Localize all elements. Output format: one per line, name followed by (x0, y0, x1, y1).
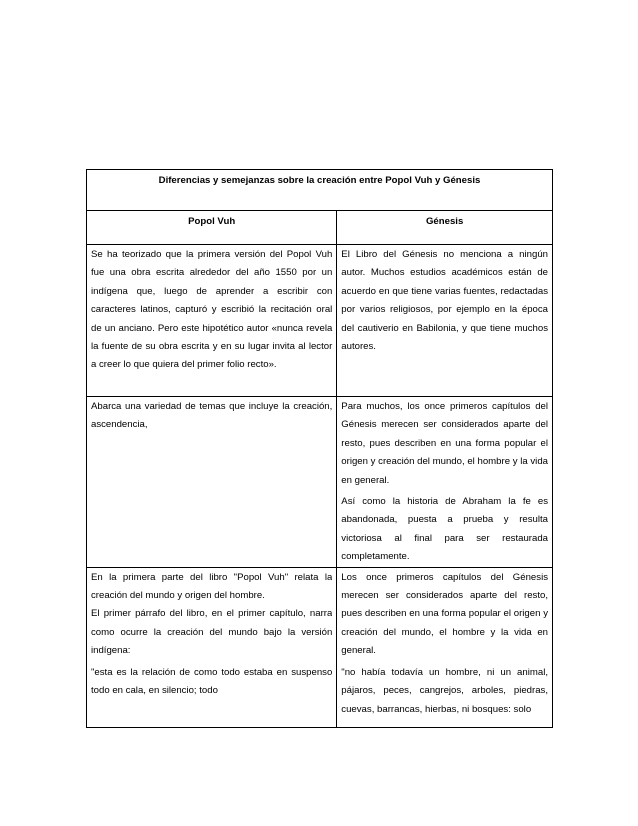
row-2-genesis-paragraph-1: Para muchos, los once primeros capítulos del Génesis merecen ser considerados aparte del resto, pues describen en una forma popular el origen y creación del mundo, el hombre y la vida en general. (341, 401, 548, 486)
header-popol-vuh: Popol Vuh (87, 211, 337, 245)
row-3-genesis-paragraph-1: Los once primeros capítulos del Génesis merecen ser considerados aparte del resto, pues describen en una forma popular el origen y creación del mundo, el hombre y la vida en general. (341, 571, 548, 657)
table-row (87, 397, 553, 568)
row-3-genesis-content (341, 569, 548, 727)
row-2-genesis-cell (337, 397, 553, 568)
row-2-genesis-paragraph-2: Así como la historia de Abraham la fe es abandonada, puesta a prueba y resulta victoriosa al final para ser restaurada completamente. (341, 496, 548, 563)
row-1-popol-vuh-cell (87, 245, 337, 397)
row-2-popol-vuh-cell (87, 397, 337, 568)
row-3-popol-vuh-content (91, 569, 332, 727)
row-3-popol-vuh-paragraph-1: En la primera parte del libro "Popol Vuh" relata la creación del mundo y origen del hombre. (91, 571, 333, 602)
row-3-genesis-cell (337, 567, 553, 727)
header-row (87, 211, 553, 245)
row-2-popol-vuh-text: Abarca una variedad de temas que incluye la creación, ascendencia, (91, 401, 333, 431)
row-3-popol-vuh-paragraph-2: El primer párrafo del libro, en el primer capítulo, narra como ocurre la creación del mundo bajo la versión indígena: (91, 608, 333, 657)
row-3-popol-vuh-paragraph-3: "esta es la relación de como todo estaba en suspenso todo en cala, en silencio; todo (91, 666, 333, 697)
row-1-genesis-cell (337, 245, 553, 397)
title-row (87, 170, 553, 211)
row-1-popol-vuh-text: Se ha teorizado que la primera versión del Popol Vuh fue una obra escrita alrededor del año 1550 por un indígena que, luego de aprender a escribir con caracteres latinos, capturó y escribió la recitación oral de un anciano. Pero este hipotético autor «nunca revela la fuente de su obra escrita y en su lugar invita al lector a creer lo que quiera del primer folio recto». (91, 249, 333, 371)
row-3-popol-vuh-cell (87, 567, 337, 727)
table-title-cell (87, 170, 553, 211)
table-row (87, 567, 553, 727)
header-genesis: Génesis (337, 211, 553, 245)
comparison-table (86, 169, 553, 728)
table-row (87, 245, 553, 397)
row-3-genesis-paragraph-2: "no había todavía un hombre, ni un animal, pájaros, peces, cangrejos, arboles, piedras, cuevas, barrancas, hierbas, ni bosques: solo (341, 666, 548, 715)
table-title: Diferencias y semejanzas sobre la creación entre Popol Vuh y Génesis (158, 175, 481, 186)
row-1-genesis-text: El Libro del Génesis no menciona a ningún autor. Muchos estudios académicos están de acuerdo en que tiene varias fuentes, redactadas por varios religiosos, por ejemplo en la época del cautiverio en Babilonia, y que tiene muchos autores. (341, 249, 548, 353)
